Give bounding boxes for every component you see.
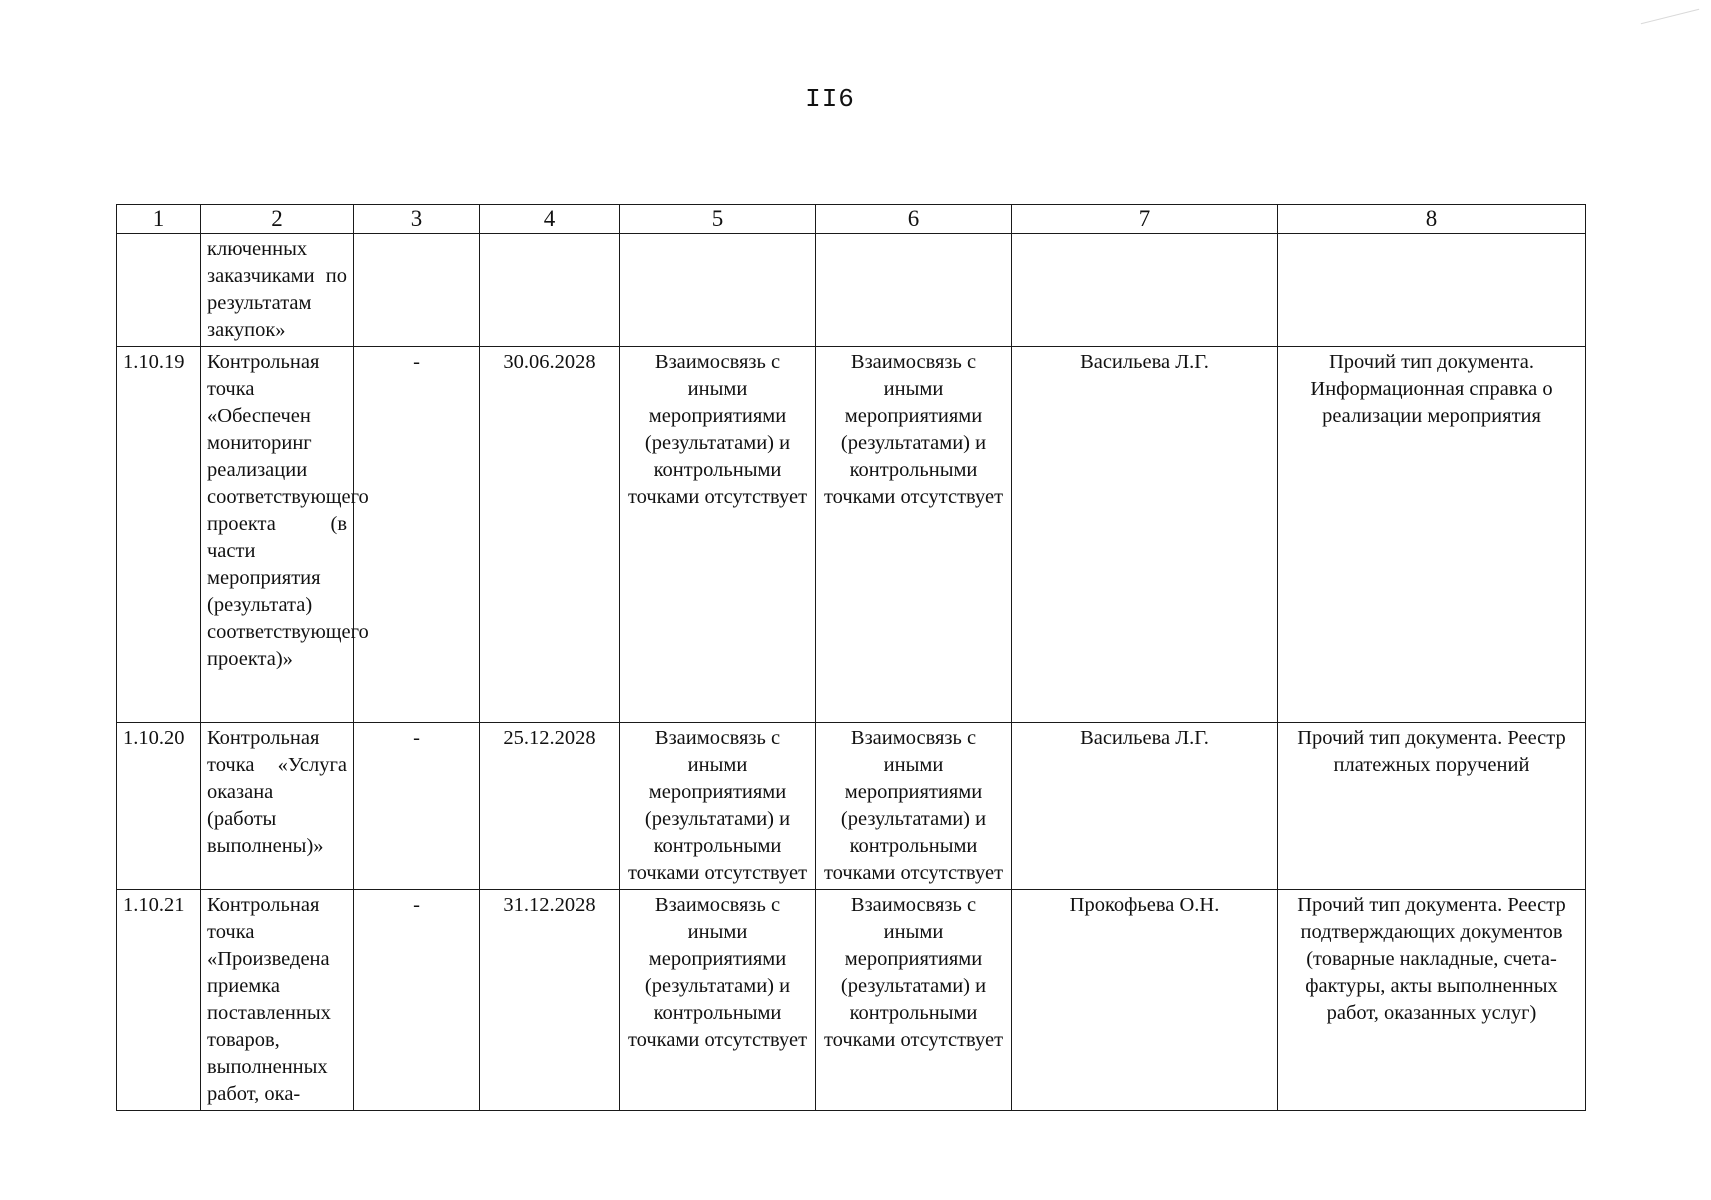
page-number: II6	[805, 84, 855, 114]
header-cell-7: 7	[1012, 205, 1278, 234]
row-number: 1.10.19	[117, 347, 201, 723]
table-cell	[620, 234, 816, 347]
row-col3: -	[354, 890, 480, 1111]
header-cell-1: 1	[117, 205, 201, 234]
table-cell	[1012, 234, 1278, 347]
table-cell	[1278, 234, 1586, 347]
row-name: Контрольная точка «Обеспечен мониторинг реализации соответствующего проекта (в части мероприятия (результата) соответствующего проекта)»	[201, 347, 354, 723]
continuation-row	[117, 234, 1586, 347]
row-date: 25.12.2028	[480, 723, 620, 890]
row-col3: -	[354, 347, 480, 723]
table-cell	[354, 234, 480, 347]
header-cell-4: 4	[480, 205, 620, 234]
table-row	[117, 347, 1586, 723]
table-row	[117, 890, 1586, 1111]
table-cell	[480, 234, 620, 347]
row-number: 1.10.21	[117, 890, 201, 1111]
row-col6: Взаимосвязь с иными мероприятиями (результатами) и контрольными точками отсутствует	[816, 347, 1012, 723]
scan-mark	[1641, 9, 1699, 24]
row-responsible: Васильева Л.Г.	[1012, 723, 1278, 890]
table-cell	[117, 234, 201, 347]
row-responsible: Прокофьева О.Н.	[1012, 890, 1278, 1111]
row-col6: Взаимосвязь с иными мероприятиями (результатами) и контрольными точками отсутствует	[816, 723, 1012, 890]
row-name: Контрольная точка «Услуга оказана (работы выполнены)»	[201, 723, 354, 890]
continuation-name-cell: ключенных заказчиками по результатам закупок»	[201, 234, 354, 347]
row-date: 30.06.2028	[480, 347, 620, 723]
row-document: Прочий тип документа. Реестр платежных поручений	[1278, 723, 1586, 890]
document-table	[116, 204, 1586, 1111]
row-col3: -	[354, 723, 480, 890]
header-cell-5: 5	[620, 205, 816, 234]
header-row	[117, 205, 1586, 234]
header-cell-3: 3	[354, 205, 480, 234]
row-responsible: Васильева Л.Г.	[1012, 347, 1278, 723]
row-document: Прочий тип документа. Реестр подтверждающих документов (товарные накладные, счета-фактуры, акты выполненных работ, оказанных услуг)	[1278, 890, 1586, 1111]
row-col5: Взаимосвязь с иными мероприятиями (результатами) и контрольными точками отсутствует	[620, 723, 816, 890]
row-col5: Взаимосвязь с иными мероприятиями (результатами) и контрольными точками отсутствует	[620, 347, 816, 723]
row-document: Прочий тип документа. Информационная справка о реализации мероприятия	[1278, 347, 1586, 723]
table-cell	[816, 234, 1012, 347]
header-cell-6: 6	[816, 205, 1012, 234]
row-date: 31.12.2028	[480, 890, 620, 1111]
header-cell-8: 8	[1278, 205, 1586, 234]
row-col5: Взаимосвязь с иными мероприятиями (результатами) и контрольными точками отсутствует	[620, 890, 816, 1111]
header-cell-2: 2	[201, 205, 354, 234]
row-col6: Взаимосвязь с иными мероприятиями (результатами) и контрольными точками отсутствует	[816, 890, 1012, 1111]
row-name: Контрольная точка «Произведена приемка поставленных товаров, выполненных работ, ока-	[201, 890, 354, 1111]
table-row	[117, 723, 1586, 890]
row-number: 1.10.20	[117, 723, 201, 890]
